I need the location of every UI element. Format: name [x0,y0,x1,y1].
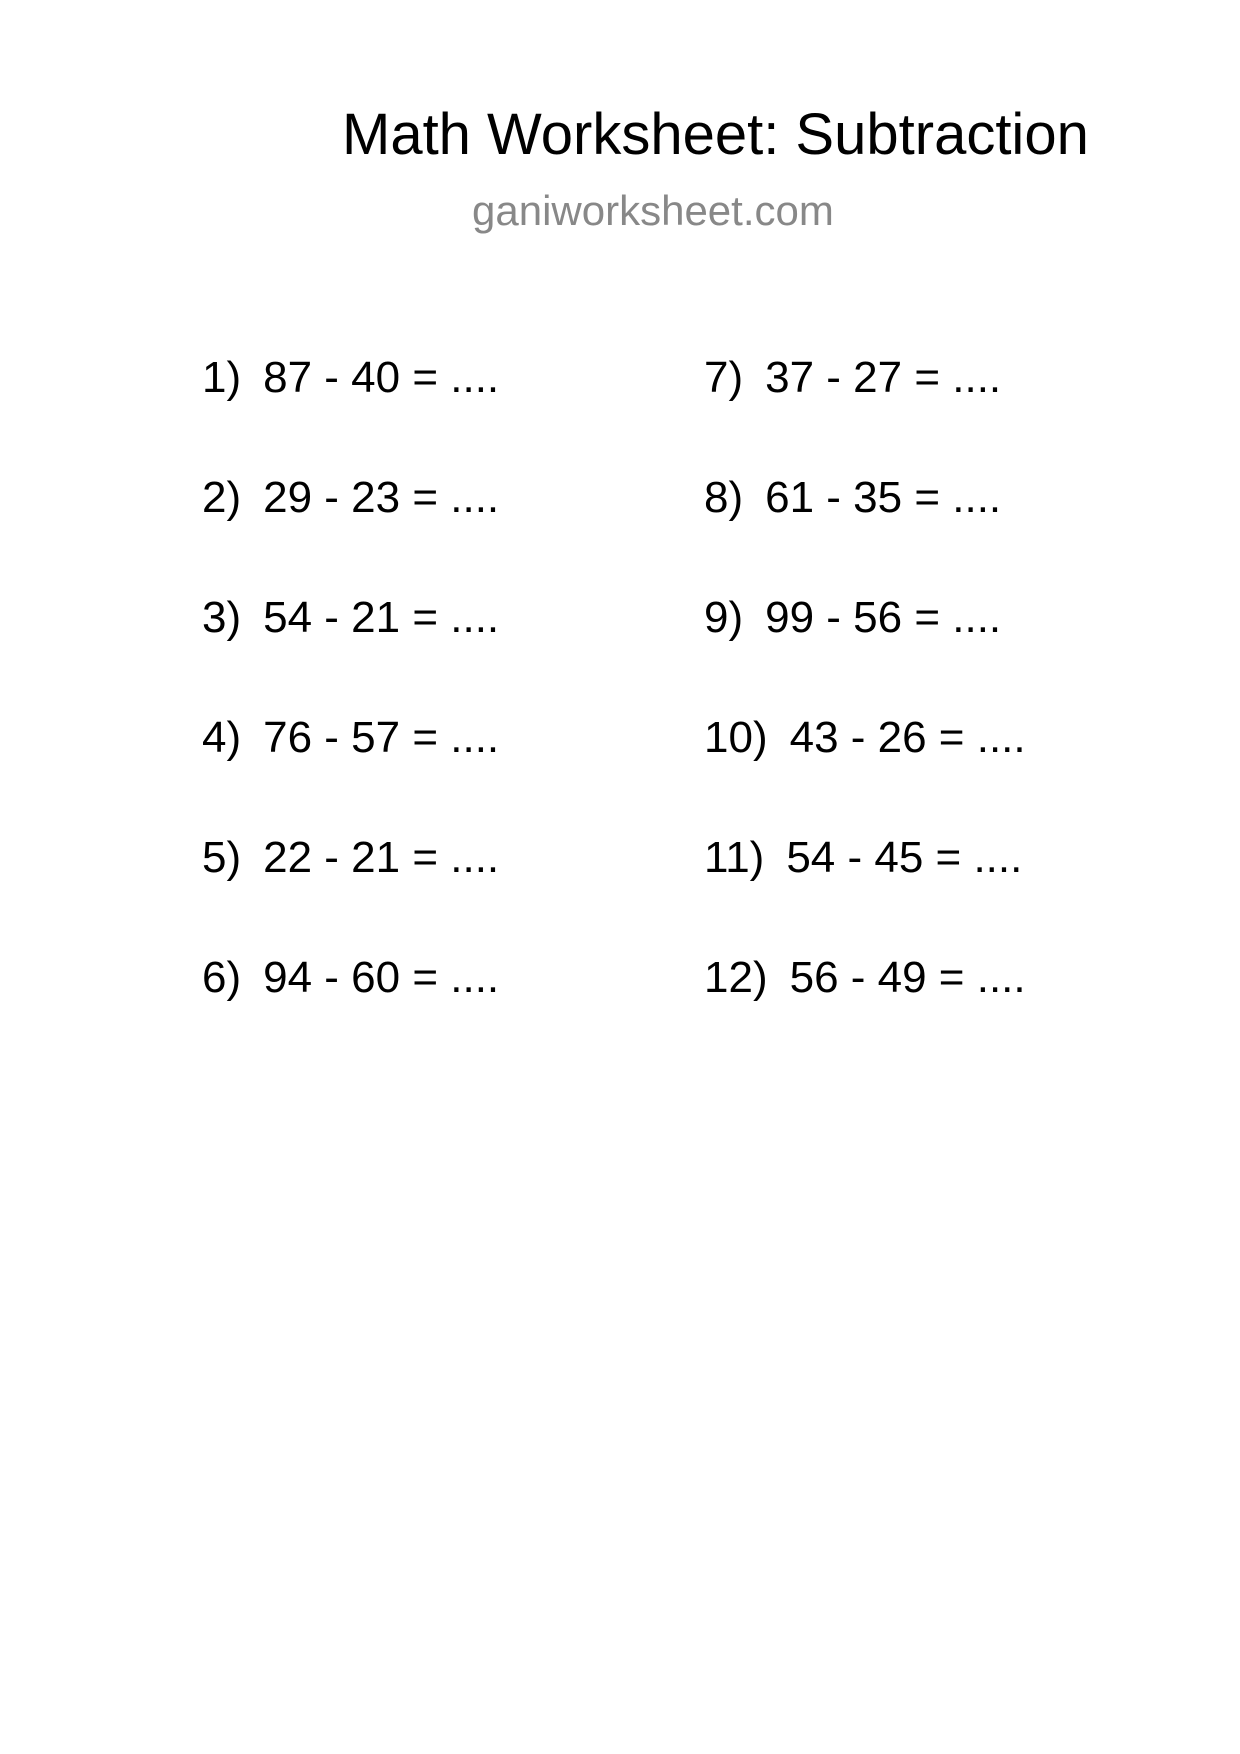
problem-item [704,592,1026,712]
problem-item [202,352,499,472]
problem-item [202,472,499,592]
problem-item [704,712,1026,832]
problem-item [202,952,499,1072]
problem-expression: 61 - 35 = .... [765,473,1002,522]
problem-expression: 37 - 27 = .... [765,353,1002,402]
problem-expression: 22 - 21 = .... [263,833,500,882]
problem-expression: 99 - 56 = .... [765,593,1002,642]
problem-expression: 54 - 21 = .... [263,593,500,642]
problem-item [704,832,1026,952]
problem-number: 11) [704,833,765,882]
problems-left-column [202,352,499,1072]
problem-item [704,352,1026,472]
problem-expression: 56 - 49 = .... [789,953,1026,1002]
problem-item [704,472,1026,592]
problem-number: 10) [704,713,768,762]
problem-expression: 94 - 60 = .... [263,953,500,1002]
problem-expression: 54 - 45 = .... [786,833,1023,882]
problem-number: 6) [202,953,242,1002]
problem-number: 1) [202,353,242,402]
problem-number: 12) [704,953,768,1002]
problem-expression: 76 - 57 = .... [263,713,500,762]
problem-expression: 29 - 23 = .... [263,473,500,522]
page-subtitle: ganiworksheet.com [472,187,834,234]
page-title: Math Worksheet: Subtraction [342,102,1089,167]
problem-number: 2) [202,473,242,522]
problem-number: 9) [704,593,744,642]
problem-expression: 43 - 26 = .... [789,713,1026,762]
problems-right-column [704,352,1026,1072]
problem-number: 8) [704,473,744,522]
problem-expression: 87 - 40 = .... [263,353,500,402]
problem-number: 5) [202,833,242,882]
problem-number: 3) [202,593,242,642]
problem-item [202,712,499,832]
problem-item [202,832,499,952]
problem-item [202,592,499,712]
problem-item [704,952,1026,1072]
problem-number: 7) [704,353,744,402]
problem-number: 4) [202,713,242,762]
